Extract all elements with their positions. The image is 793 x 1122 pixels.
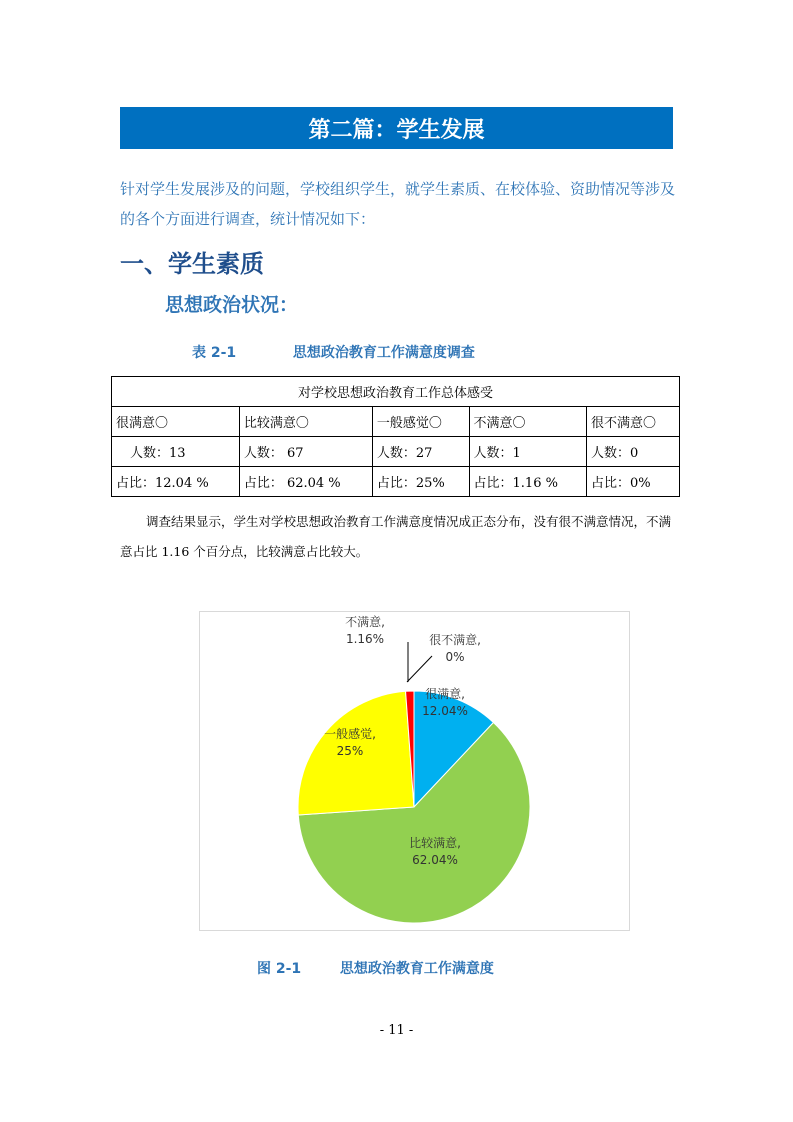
leader-line [407,656,432,682]
pie-chart-svg [200,612,629,930]
table-cell: 很不满意〇 [586,407,679,437]
figure-caption-number: 图 2-1 [257,961,302,977]
survey-result-note: 调查结果显示，学生对学校思想政治教育工作满意度情况成正态分布，没有很不满意情况，不满意占比 1.16 个百分点，比较满意占比较大。 [120,514,672,559]
table-cell: 占比：12.04 % [112,467,240,497]
table-caption [192,342,475,362]
table-caption-number: 表 2-1 [192,345,237,361]
section-title-banner [120,107,673,149]
table-cell: 占比：1.16 % [469,467,586,497]
slice-label: 比较满意, [409,836,461,850]
table-row-percentages [112,467,680,497]
table-title-row [112,377,680,407]
table-cell: 比较满意〇 [239,407,372,437]
heading-ideology-status: 思想政治状况： [165,294,299,316]
table-row-options [112,407,680,437]
intro-paragraph: 针对学生发展涉及的问题，学校组织学生，就学生素质、在校体验、资助情况等涉及的各个方面进行调查，统计情况如下： [120,180,676,228]
table-cell: 人数： 67 [239,437,372,467]
slice-value-label: 25% [336,744,364,758]
figure-caption-title: 思想政治教育工作满意度 [339,961,494,977]
figure-caption [257,958,494,978]
table-cell: 占比：0% [586,467,679,497]
slice-label: 一般感觉, [324,727,376,741]
table-cell: 一般感觉〇 [372,407,469,437]
table-caption-title: 思想政治教育工作满意度调查 [292,345,475,361]
slice-value-label: 12.04% [422,704,468,718]
table-cell: 人数：27 [372,437,469,467]
table-cell: 占比：25% [372,467,469,497]
heading-student-quality: 一、学生素质 [120,250,264,278]
slice-label: 很不满意, [429,633,481,647]
table-cell: 人数：13 [112,437,240,467]
table-cell: 不满意〇 [469,407,586,437]
table-title-cell: 对学校思想政治教育工作总体感受 [112,377,680,407]
slice-value-label: 1.16% [345,632,385,646]
slice-value-label: 0% [445,650,465,664]
satisfaction-table [111,376,680,497]
satisfaction-pie-chart [199,611,630,931]
section-title: 第二篇：学生发展 [308,117,485,143]
table-cell: 很满意〇 [112,407,240,437]
slice-value-label: 62.04% [412,853,458,867]
table-cell: 人数：1 [469,437,586,467]
slice-label: 不满意, [345,615,385,629]
slice-label: 很满意, [425,687,465,701]
table-cell: 占比： 62.04 % [239,467,372,497]
page-number: - 11 - [379,1023,414,1038]
table-cell: 人数：0 [586,437,679,467]
table-row-counts [112,437,680,467]
